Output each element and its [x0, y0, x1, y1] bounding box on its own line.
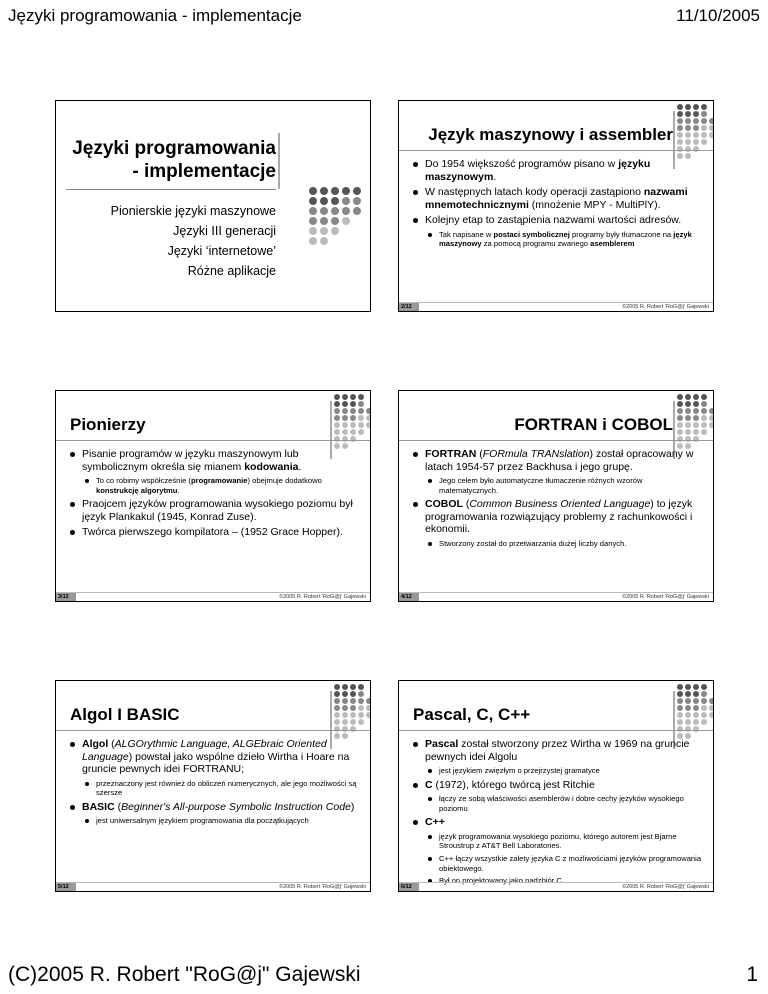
- slide-5: [55, 680, 371, 892]
- decoration-dot: [709, 415, 714, 421]
- slide-number: 2/12: [399, 303, 419, 312]
- decoration-dot: [693, 401, 699, 407]
- decoration-dot: [358, 429, 364, 435]
- sub-bullet: Był on projektowany jako nadzbiór C: [411, 876, 703, 886]
- topic-list: [111, 201, 276, 281]
- slide-title: FORTRAN i COBOL: [514, 415, 673, 434]
- decoration-dot: [709, 125, 714, 131]
- decoration-dot: [342, 726, 348, 732]
- decoration-dot: [685, 698, 691, 704]
- decoration-dot: [709, 712, 714, 718]
- bullet: FORTRAN (FORmula TRANslation) został opracowany w latach 1954-57 przez Backhusa i jego grupę.: [411, 448, 703, 473]
- decoration-dot: [366, 408, 371, 414]
- decoration-dot: [342, 684, 348, 690]
- dot-grid-decoration: [309, 187, 361, 245]
- decoration-dot: [709, 698, 714, 704]
- decoration-dot: [334, 436, 340, 442]
- decoration-dot: [701, 118, 707, 124]
- decoration-dot: [358, 691, 364, 697]
- decoration-dot: [709, 394, 714, 400]
- decoration-dot: [309, 197, 317, 205]
- decoration-dot: [309, 187, 317, 195]
- page-header-title: Języki programowania - implementacje: [8, 6, 302, 25]
- decoration-dot: [358, 394, 364, 400]
- decoration-dot: [685, 146, 691, 152]
- title-rule: [399, 730, 713, 731]
- decoration-dot: [693, 132, 699, 138]
- decoration-dot: [334, 712, 340, 718]
- decoration-dot: [331, 217, 339, 225]
- decoration-dot: [693, 104, 699, 110]
- topic-item: Różne aplikacje: [187, 264, 276, 278]
- decoration-dot: [685, 139, 691, 145]
- slide-title: Algol I BASIC: [70, 705, 180, 724]
- decoration-dot: [677, 726, 683, 732]
- slide-number: 3/12: [56, 593, 76, 602]
- bullet: Pascal został stworzony przez Wirtha w 1969 na gruncie pewnych idei Algolu: [411, 738, 703, 763]
- decoration-dot: [366, 684, 371, 690]
- sub-bullet: jest uniwersalnym językiem programowania dla początkujących: [68, 816, 360, 826]
- decoration-dot: [685, 415, 691, 421]
- decoration-dot: [366, 733, 371, 739]
- decoration-dot: [685, 436, 691, 442]
- decoration-dot: [693, 726, 699, 732]
- slide-body: [411, 158, 703, 252]
- decoration-dot: [320, 207, 328, 215]
- decoration-dot: [693, 712, 699, 718]
- title-rule: [56, 440, 370, 441]
- decoration-dot: [693, 429, 699, 435]
- decoration-dot: [342, 207, 350, 215]
- slide-2: [398, 100, 714, 312]
- decoration-dot: [366, 443, 371, 449]
- decoration-dot: [342, 415, 348, 421]
- decoration-dot: [366, 436, 371, 442]
- decoration-dot: [685, 118, 691, 124]
- slide-footer: [399, 302, 713, 311]
- sub-bullet: Jego celem było automatyczne tłumaczenie różnych wzorów matematycznych.: [411, 476, 703, 495]
- decoration-dot: [366, 712, 371, 718]
- decoration-dot: [342, 394, 348, 400]
- decoration-dot: [677, 104, 683, 110]
- decoration-dot: [709, 139, 714, 145]
- decoration-dot: [685, 394, 691, 400]
- decoration-dot: [331, 187, 339, 195]
- decoration-dot: [677, 684, 683, 690]
- decoration-dot: [350, 429, 356, 435]
- decoration-dot: [677, 125, 683, 131]
- decoration-dot: [677, 415, 683, 421]
- decoration-dot: [358, 422, 364, 428]
- decoration-dot: [709, 691, 714, 697]
- bullet: Algol (ALGOrythmic Language, ALGEbraic Oriented Language) powstał jako wspólne dzieło Wirtha i Hoare na gruncie pewnych idei FORTRANU;: [68, 738, 360, 776]
- decoration-dot: [342, 712, 348, 718]
- slide-number: 4/12: [399, 593, 419, 602]
- decoration-dot: [709, 422, 714, 428]
- decoration-dot: [320, 237, 328, 245]
- decoration-dot: [709, 684, 714, 690]
- decoration-dot: [350, 719, 356, 725]
- decoration-dot: [685, 132, 691, 138]
- decoration-dot: [693, 394, 699, 400]
- decoration-dot: [342, 237, 350, 245]
- decoration-dot: [685, 401, 691, 407]
- decoration-dot: [334, 401, 340, 407]
- title-rule: [56, 730, 370, 731]
- decoration-dot: [693, 415, 699, 421]
- decoration-dot: [701, 111, 707, 117]
- decoration-dot: [342, 698, 348, 704]
- decoration-dot: [334, 394, 340, 400]
- decoration-dot: [701, 698, 707, 704]
- decoration-dot: [685, 111, 691, 117]
- decoration-dot: [334, 408, 340, 414]
- decoration-dot: [685, 422, 691, 428]
- sub-bullet: łączy ze sobą właściwości asemblerów i dobre cechy języków wysokiego poziomu: [411, 794, 703, 813]
- decoration-dot: [331, 207, 339, 215]
- slide-title: Języki programowania - implementacje: [72, 138, 276, 182]
- decoration-dot: [342, 401, 348, 407]
- slide-body: [68, 738, 360, 829]
- decoration-dot: [334, 719, 340, 725]
- slide-copyright: ©2005 R. Robert 'RoG@j' Gajewski: [622, 884, 709, 890]
- page-footer-author: (C)2005 R. Robert "RoG@j" Gajewski: [8, 963, 361, 986]
- decoration-dot: [350, 415, 356, 421]
- slide-title: Język maszynowy i assembler: [428, 125, 673, 144]
- bullet: Praojcem języków programowania wysokiego poziomu był język Plankakul (1945, Konrad Zuse).: [68, 498, 360, 523]
- topic-item: Pionierskie języki maszynowe: [110, 204, 276, 218]
- decoration-dot: [334, 691, 340, 697]
- decoration-dot: [709, 429, 714, 435]
- decoration-dot: [677, 118, 683, 124]
- decoration-dot: [320, 197, 328, 205]
- sub-bullet: Tak napisane w postaci symbolicznej programy były tłumaczone na język maszynowy za pomocą programu zwanego asemblerem: [411, 230, 703, 249]
- decoration-dot: [366, 726, 371, 732]
- decoration-dot: [701, 139, 707, 145]
- decoration-dot: [709, 104, 714, 110]
- decoration-dot: [701, 408, 707, 414]
- decoration-dot: [693, 125, 699, 131]
- decoration-dot: [331, 237, 339, 245]
- decoration-dot: [350, 726, 356, 732]
- slide-1: [55, 100, 371, 312]
- decoration-dot: [366, 698, 371, 704]
- decoration-dot: [709, 726, 714, 732]
- title-vertical-rule: [278, 133, 280, 189]
- bullet: COBOL (Common Business Oriented Language) to język programowania rozwiązujący problemy z rachunkowości i ekonomii.: [411, 498, 703, 536]
- decoration-dot: [709, 146, 714, 152]
- sub-bullet: przeznaczony jest również do obliczeń numerycznych, ale jego możliwości są szersze: [68, 779, 360, 798]
- decoration-dot: [693, 118, 699, 124]
- decoration-dot: [677, 429, 683, 435]
- slide-copyright: ©2005 R. Robert 'RoG@j' Gajewski: [622, 594, 709, 600]
- decoration-dot: [353, 207, 361, 215]
- decoration-dot: [709, 111, 714, 117]
- decoration-dot: [342, 197, 350, 205]
- decoration-dot: [342, 217, 350, 225]
- decoration-dot: [358, 436, 364, 442]
- decoration-dot: [677, 408, 683, 414]
- decoration-dot: [677, 719, 683, 725]
- title-rule: [399, 150, 713, 151]
- decoration-dot: [701, 125, 707, 131]
- decoration-dot: [342, 719, 348, 725]
- decoration-dot: [350, 698, 356, 704]
- decoration-dot: [366, 429, 371, 435]
- decoration-dot: [358, 408, 364, 414]
- decoration-dot: [342, 691, 348, 697]
- bullet: C (1972), którego twórcą jest Ritchie: [411, 779, 703, 792]
- page-number: 1: [746, 963, 758, 986]
- decoration-dot: [353, 197, 361, 205]
- bullet: BASIC (Beginner's All-purpose Symbolic Instruction Code): [68, 801, 360, 814]
- decoration-dot: [350, 422, 356, 428]
- decoration-dot: [701, 719, 707, 725]
- decoration-dot: [334, 698, 340, 704]
- slide-body: [411, 448, 703, 551]
- decoration-dot: [358, 415, 364, 421]
- decoration-dot: [358, 712, 364, 718]
- slide-4: [398, 390, 714, 602]
- decoration-dot: [342, 422, 348, 428]
- page-header-date: 11/10/2005: [676, 6, 760, 25]
- slide-copyright: ©2005 R. Robert 'RoG@j' Gajewski: [622, 304, 709, 310]
- decoration-dot: [701, 705, 707, 711]
- decoration-dot: [342, 429, 348, 435]
- decoration-dot: [353, 237, 361, 245]
- decoration-dot: [350, 712, 356, 718]
- decoration-dot: [366, 401, 371, 407]
- decoration-dot: [701, 146, 707, 152]
- decoration-dot: [685, 705, 691, 711]
- decoration-dot: [677, 394, 683, 400]
- decoration-dot: [685, 691, 691, 697]
- decoration-dot: [366, 415, 371, 421]
- bullet: C++: [411, 816, 703, 829]
- decoration-dot: [358, 719, 364, 725]
- decoration-dot: [709, 118, 714, 124]
- decoration-dot: [342, 705, 348, 711]
- sub-bullet: język programowania wysokiego poziomu, którego autorem jest Bjarne Stroustrup z AT&T Bell Laboratories.: [411, 832, 703, 851]
- bullet: Kolejny etap to zastąpienia nazwami wartości adresów.: [411, 214, 703, 227]
- decoration-dot: [693, 684, 699, 690]
- sub-bullet: C++ łączy wszystkie zalety języka C z możliwościami języków programowania obiektowego.: [411, 854, 703, 873]
- decoration-dot: [693, 111, 699, 117]
- decoration-dot: [366, 422, 371, 428]
- decoration-dot: [709, 719, 714, 725]
- decoration-dot: [701, 691, 707, 697]
- decoration-dot: [693, 691, 699, 697]
- decoration-dot: [320, 217, 328, 225]
- decoration-dot: [685, 104, 691, 110]
- decoration-dot: [677, 436, 683, 442]
- decoration-dot: [709, 132, 714, 138]
- decoration-dot: [685, 719, 691, 725]
- decoration-dot: [350, 684, 356, 690]
- decoration-dot: [677, 401, 683, 407]
- decoration-dot: [701, 429, 707, 435]
- decoration-dot: [693, 436, 699, 442]
- decoration-dot: [677, 132, 683, 138]
- slide-footer: [56, 882, 370, 891]
- decoration-dot: [693, 146, 699, 152]
- slide-body: [68, 448, 360, 542]
- slide-number: 6/12: [399, 883, 419, 892]
- decoration-dot: [342, 227, 350, 235]
- decoration-dot: [701, 726, 707, 732]
- decoration-dot: [358, 684, 364, 690]
- decoration-dot: [342, 436, 348, 442]
- decoration-dot: [366, 394, 371, 400]
- decoration-dot: [342, 408, 348, 414]
- topic-item: Języki III generacji: [173, 224, 276, 238]
- decoration-dot: [701, 422, 707, 428]
- slide-6: [398, 680, 714, 892]
- decoration-dot: [709, 401, 714, 407]
- decoration-dot: [320, 227, 328, 235]
- decoration-dot: [334, 422, 340, 428]
- title-rule: [399, 440, 713, 441]
- decoration-dot: [331, 227, 339, 235]
- decoration-dot: [701, 394, 707, 400]
- decoration-dot: [677, 139, 683, 145]
- decoration-dot: [309, 217, 317, 225]
- decoration-dot: [709, 443, 714, 449]
- decoration-dot: [677, 705, 683, 711]
- decoration-dot: [320, 187, 328, 195]
- decoration-dot: [350, 436, 356, 442]
- decoration-dot: [366, 705, 371, 711]
- decoration-dot: [693, 408, 699, 414]
- decoration-dot: [685, 684, 691, 690]
- decoration-dot: [353, 227, 361, 235]
- decoration-dot: [677, 691, 683, 697]
- decoration-dot: [709, 436, 714, 442]
- decoration-dot: [709, 733, 714, 739]
- decoration-dot: [350, 401, 356, 407]
- decoration-dot: [342, 187, 350, 195]
- sub-bullet: To co robimy współcześnie (programowanie) obejmuje dodatkowo konstrukcję algorytmu.: [68, 476, 360, 495]
- decoration-dot: [677, 422, 683, 428]
- decoration-dot: [701, 104, 707, 110]
- decoration-dot: [334, 684, 340, 690]
- title-rule: [66, 189, 276, 190]
- decoration-dot: [693, 698, 699, 704]
- decoration-dot: [358, 705, 364, 711]
- decoration-dot: [677, 111, 683, 117]
- slide-footer: [399, 592, 713, 601]
- decoration-dot: [350, 705, 356, 711]
- decoration-dot: [693, 719, 699, 725]
- decoration-dot: [358, 698, 364, 704]
- slide-footer: [399, 882, 713, 891]
- decoration-dot: [693, 705, 699, 711]
- sub-bullet: jest językiem zwięzłym o przejrzystej gramatyce: [411, 766, 703, 776]
- decoration-dot: [701, 415, 707, 421]
- decoration-dot: [685, 712, 691, 718]
- slide-3: [55, 390, 371, 602]
- decoration-dot: [353, 187, 361, 195]
- decoration-dot: [709, 705, 714, 711]
- decoration-dot: [350, 394, 356, 400]
- decoration-dot: [366, 691, 371, 697]
- decoration-dot: [309, 207, 317, 215]
- decoration-dot: [334, 705, 340, 711]
- decoration-dot: [685, 429, 691, 435]
- decoration-dot: [709, 408, 714, 414]
- decoration-dot: [677, 712, 683, 718]
- bullet: W następnych latach kody operacji zastąpiono nazwami mnemotechnicznymi (mnożenie MPY - MultiPlY).: [411, 186, 703, 211]
- decoration-dot: [685, 726, 691, 732]
- decoration-dot: [309, 227, 317, 235]
- page-header: [8, 6, 760, 30]
- decoration-dot: [693, 422, 699, 428]
- decoration-dot: [350, 408, 356, 414]
- bullet: Twórca pierwszego kompilatora – (1952 Grace Hopper).: [68, 526, 360, 539]
- decoration-dot: [685, 408, 691, 414]
- decoration-dot: [701, 712, 707, 718]
- decoration-dot: [693, 139, 699, 145]
- slide-number: 5/12: [56, 883, 76, 892]
- slide-title: Pascal, C, C++: [413, 705, 531, 724]
- decoration-dot: [350, 691, 356, 697]
- decoration-dot: [334, 726, 340, 732]
- decoration-dot: [677, 698, 683, 704]
- decoration-dot: [309, 237, 317, 245]
- decoration-dot: [701, 132, 707, 138]
- decoration-dot: [677, 146, 683, 152]
- slide-title: Pionierzy: [70, 415, 146, 434]
- sub-bullet: Stworzony został do przetwarzania dużej liczby danych.: [411, 539, 703, 549]
- decoration-dot: [701, 436, 707, 442]
- decoration-dot: [701, 401, 707, 407]
- decoration-dot: [334, 415, 340, 421]
- decoration-dot: [358, 401, 364, 407]
- decoration-dot: [353, 217, 361, 225]
- decoration-dot: [701, 684, 707, 690]
- bullet: Pisanie programów w języku maszynowym lub symbolicznym określa się mianem kodowania.: [68, 448, 360, 473]
- decoration-dot: [709, 153, 714, 159]
- bullet: Do 1954 większość programów pisano w języku maszynowym.: [411, 158, 703, 183]
- slide-copyright: ©2005 R. Robert 'RoG@j' Gajewski: [279, 884, 366, 890]
- decoration-dot: [334, 429, 340, 435]
- decoration-dot: [366, 719, 371, 725]
- slide-footer: [56, 592, 370, 601]
- topic-item: Języki ‘internetowe’: [167, 244, 276, 258]
- decoration-dot: [331, 197, 339, 205]
- slide-copyright: ©2005 R. Robert 'RoG@j' Gajewski: [279, 594, 366, 600]
- decoration-dot: [685, 125, 691, 131]
- slide-body: [411, 738, 703, 889]
- decoration-dot: [358, 726, 364, 732]
